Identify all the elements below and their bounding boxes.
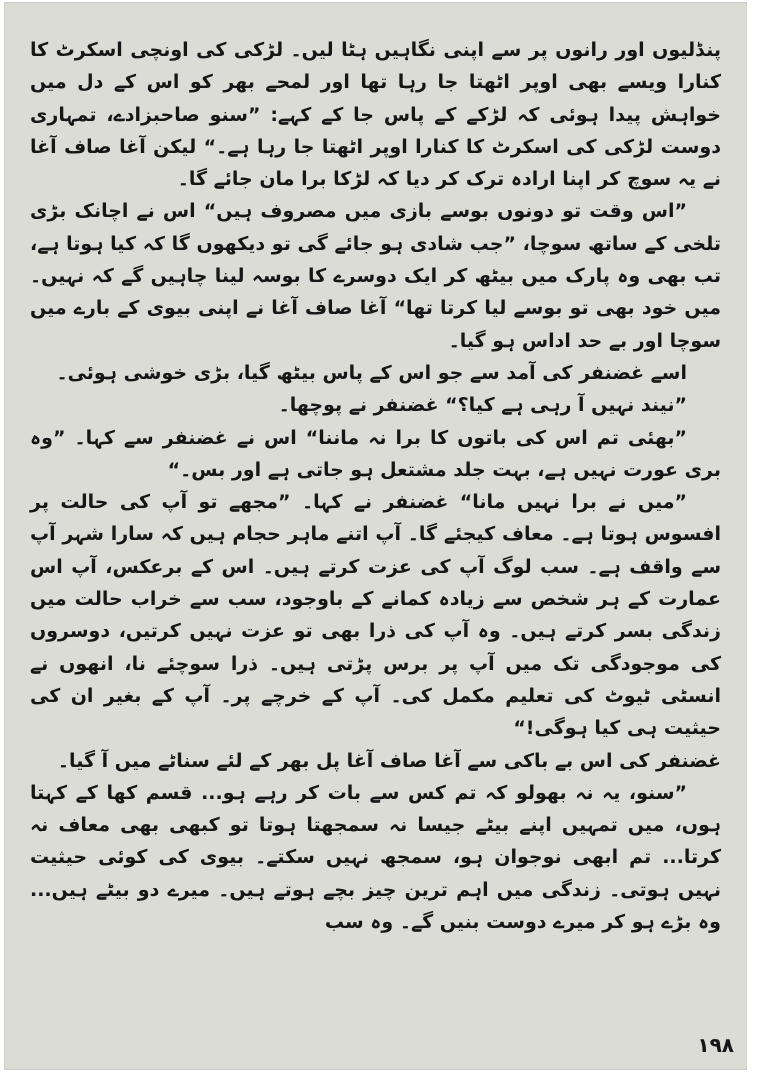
paragraph: اسے غضنفر کی آمد سے جو اس کے پاس بیٹھ گیا، بڑی خوشی ہوئی۔ bbox=[56, 361, 687, 384]
paragraph: ”بھئی تم اس کی باتوں کا برا نہ ماننا“ اس نے غضنفر سے کہا۔ ”وہ بری عورت نہیں ہے، بہت جلد مشتعل ہو جاتی ہے اور بس۔“ bbox=[30, 426, 721, 481]
page-number: ۱۹۸ bbox=[697, 1033, 734, 1057]
paragraph: ”میں نے برا نہیں مانا“ غضنفر نے کہا۔ ”مجھے تو آپ کی حالت پر افسوس ہوتا ہے۔ معاف کیجئے گا۔ آپ اتنے ماہر حجام ہیں کہ سارا شہر آپ سے واقف ہے۔ سب لوگ آپ کی عزت کرتے ہیں۔ اس کے برعکس، آپ اس عمارت کے ہر شخص سے زیادہ کمانے کے باوجود، سب سے خراب حالت میں زندگی بسر کرتے ہیں۔ وہ آپ کی ذرا بھی تو عزت نہیں کرتیں، دوسروں کی موجودگی تک میں آپ پر برس پڑتی ہیں۔ ذرا سوچئے نا، انھوں نے انسٹی ٹیوٹ کی تعلیم مکمل کی۔ آپ کے خرچے پر۔ آپ کے بغیر ان کی حیثیت ہی کیا ہوگی!“ bbox=[30, 491, 721, 740]
book-page bbox=[4, 2, 747, 1070]
paragraph: ”نیند نہیں آ رہی ہے کیا؟“ غضنفر نے پوچھا۔ bbox=[278, 394, 687, 417]
page-body-text bbox=[30, 34, 721, 938]
paragraph: ”سنو، یہ نہ بھولو کہ تم کس سے بات کر رہے ہو... قسم کھا کے کہتا ہوں، میں تمہیں اپنے بیٹے جیسا نہ سمجھتا ہوتا تو کبھی بھی معاف نہ کرتا... تم ابھی نوجوان ہو، سمجھ نہیں سکتے۔ بیوی کی کوئی حیثیت نہیں ہوتی۔ زندگی میں اہم ترین چیز بچے ہوتے ہیں۔ میرے دو بیٹے ہیں... وہ بڑے ہو کر میرے دوست بنیں گے۔ وہ سب bbox=[30, 781, 721, 934]
paragraph: غضنفر کی اس بے باکی سے آغا صاف آغا پل بھر کے لئے سناٹے میں آ گیا۔ bbox=[57, 749, 721, 772]
paragraph: ”اس وقت تو دونوں بوسے بازی میں مصروف ہیں“ اس نے اچانک بڑی تلخی کے ساتھ سوچا، ”جب شادی ہو جائے گی تو دیکھوں گا کہ کیا ہوتا ہے، تب بھی وہ پارک میں بیٹھ کر ایک دوسرے کا بوسہ لینا چاہیں گے کہ نہیں۔ میں خود بھی تو بوسے لیا کرتا تھا“ آغا صاف آغا نے اپنی بیوی کے بارے میں سوچا اور بے حد اداس ہو گیا۔ bbox=[30, 200, 721, 352]
paragraph: پنڈلیوں اور رانوں پر سے اپنی نگاہیں ہٹا لیں۔ لڑکی کی اونچی اسکرٹ کا کنارا ویسے بھی اوپر اٹھتا جا رہا تھا اور لمحے بھر کو اس کے دل میں خواہش پیدا ہوئی کہ لڑکے کے پاس جا کے کہے: ”سنو صاحبزادے، تمہاری دوست لڑکی کی اسکرٹ کا کنارا اوپر اٹھتا جا رہا ہے۔“ لیکن آغا صاف آغا نے یہ سوچ کر اپنا ارادہ ترک کر دیا کہ لڑکا برا مان جائے گا۔ bbox=[30, 39, 721, 191]
